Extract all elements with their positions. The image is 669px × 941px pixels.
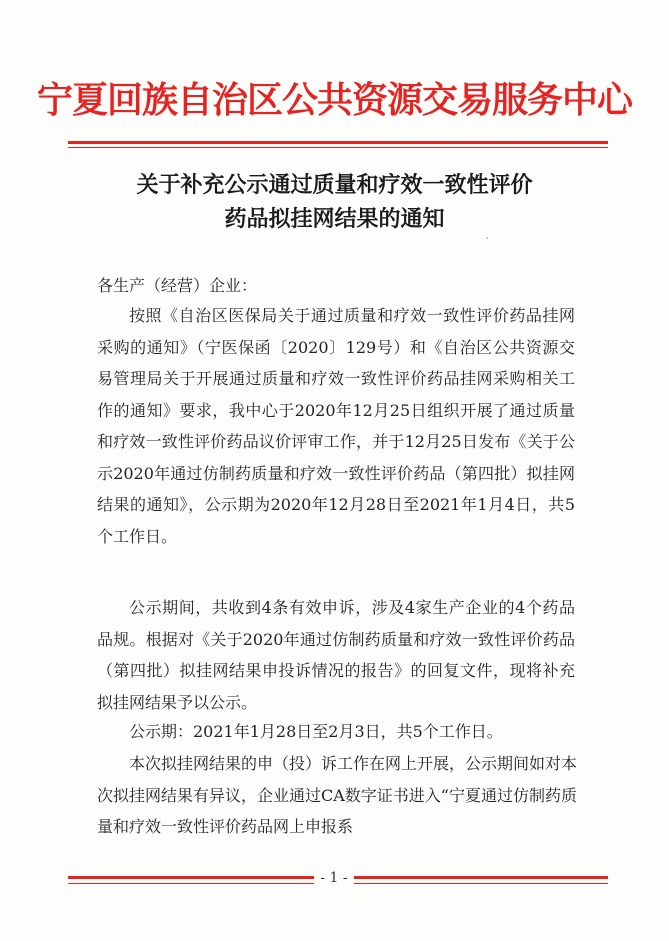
body-paragraph: 按照《自治区医保局关于通过质量和疗效一致性评价药品挂网采购的通知》（宁医保函〔2020〕129号）和《自治区公共资源交易管理局关于开展通过质量和疗效一致性评价药品挂网采购相关工作的通知》要求，我中心于2020年12月25日组织开展了通过质量和疗效一致性评价药品议价评审工作，并于12月25日发布《关于公示2020年通过仿制药质量和疗效一致性评价药品（第四批）拟挂网结果的通知》，公示期为2020年12月28日至2021年1月4日，共5个工作日。 xyxy=(97,306,575,546)
scan-speck xyxy=(486,237,488,239)
letterhead-thin-rule xyxy=(68,147,608,148)
page-number: - 1 - xyxy=(314,868,354,888)
letterhead-title: 宁夏回族自治区公共资源交易服务中心 xyxy=(36,79,632,121)
body-paragraph: 公示期：2021年1月28日至2月3日，共5个工作日。 xyxy=(129,722,503,741)
letterhead-thick-rule xyxy=(68,141,608,144)
notice-title-line-1: 关于补充公示通过质量和疗效一致性评价 xyxy=(136,172,533,198)
body-paragraph: 本次拟挂网结果的申（投）诉工作在网上开展，公示期间如对本次拟挂网结果有异议，企业通过CA数字证书进入“宁夏通过仿制药质量和疗效一致性评价药品网上申报系 xyxy=(97,754,578,836)
body-paragraph: 公示期间，共收到4条有效申诉，涉及4家生产企业的4个药品品规。根据对《关于2020年通过仿制药质量和疗效一致性评价药品（第四批）拟挂网结果申投诉情况的报告》的回复文件，现将补充拟挂网结果予以公示。 xyxy=(97,598,575,712)
salutation: 各生产（经营）企业： xyxy=(97,276,258,295)
notice-title-line-2: 药品拟挂网结果的通知 xyxy=(224,206,445,232)
